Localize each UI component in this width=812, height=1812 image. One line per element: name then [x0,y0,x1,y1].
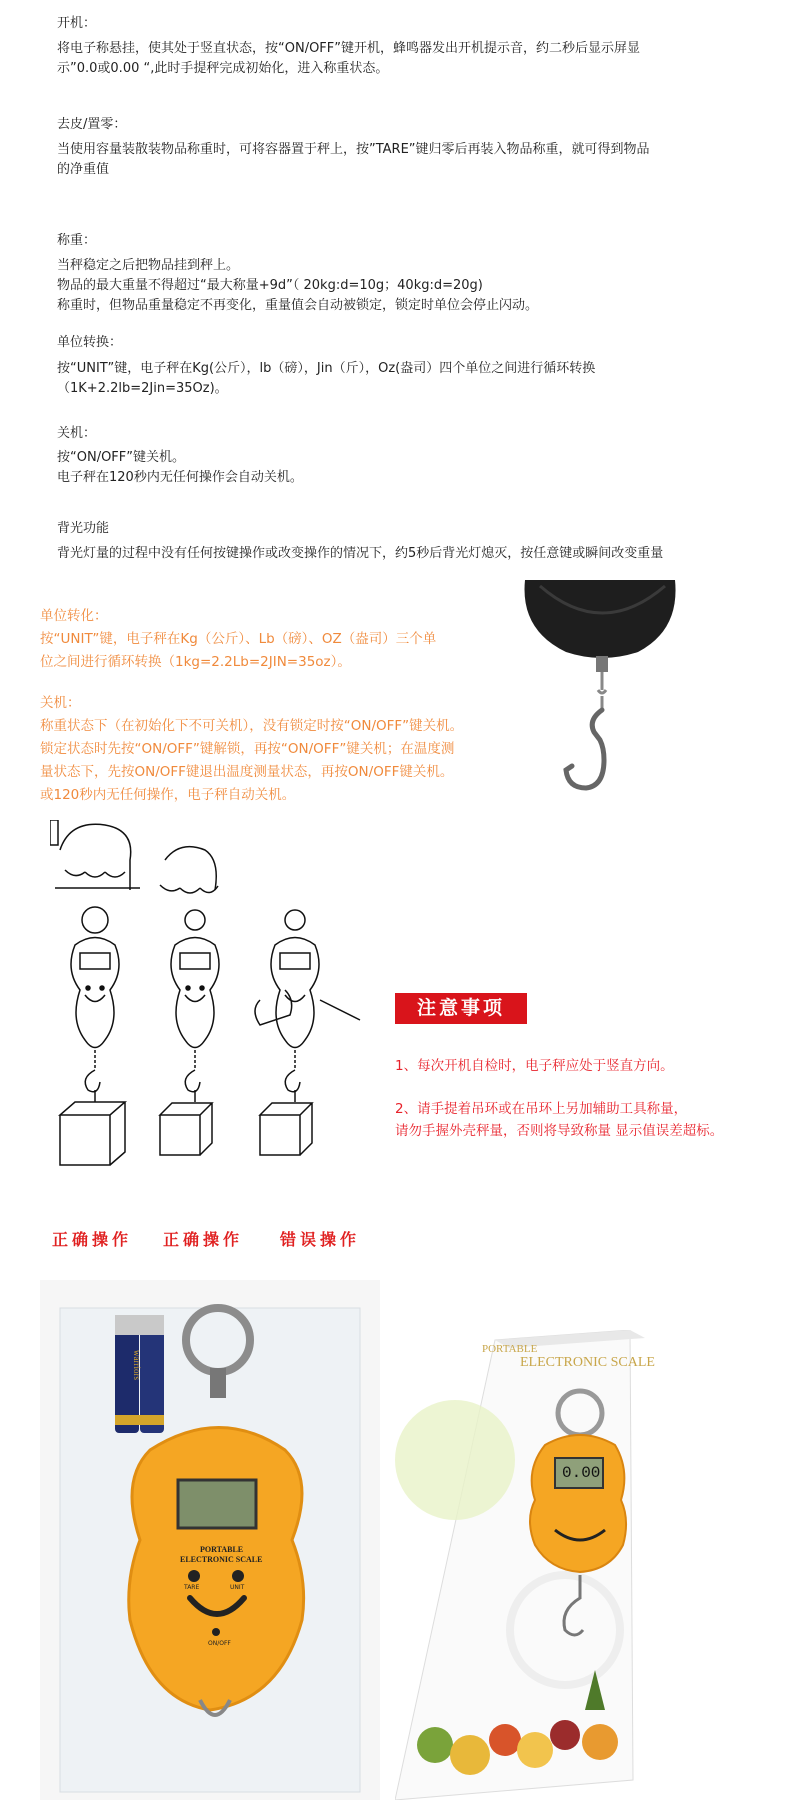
ring [82,907,108,933]
diagram-wrong [255,910,360,1155]
label-wrong: 错误操作 [280,1230,361,1249]
power-off-title: 关机： [57,426,97,441]
text-line: 2、请手提着吊环或在吊环上另加辅助工具称量， [395,1101,688,1117]
unit-text [57,359,595,399]
text-line: 按“ON/OFF”键关机。 [57,450,185,465]
tare-text [57,140,650,180]
orange-unit-note [40,605,436,674]
packaged-scale-photo [40,1280,380,1800]
diagram-correct-2 [160,847,219,1155]
label-correct-2: 正确操作 [163,1230,244,1249]
text-line: （1K+2.2lb=2Jin=35Oz)。 [57,381,228,396]
scale-outline [171,938,219,1048]
battery-brand: warriors [132,1350,142,1380]
box-title-electronic: ELECTRONIC SCALE [520,1355,655,1370]
box-display-value: 0.00 [562,1464,601,1482]
weighing-text [57,256,538,316]
tare-title: 去皮/置零： [57,117,127,132]
text-line: 的净重值 [57,162,110,177]
hand-outline [60,824,131,890]
box-weight [60,1102,125,1165]
box-weight [260,1103,312,1155]
chain-links [598,672,606,710]
scale-outline [271,938,319,1048]
boxed-scale-photo [395,1330,795,1800]
notice-item-2 [395,1098,723,1142]
note-title: 单位转化： [40,608,108,624]
onoff-button [212,1628,220,1636]
scale-hook-photo [520,580,685,800]
scale-outline [71,938,119,1048]
ring-mount [210,1368,226,1398]
tare-button [188,1570,200,1582]
text-line: 当使用容量装散装物品称重时，可将容器置于秤上，按”TARE”键归零后再装入物品称重，就可得到物品 [57,142,650,157]
scale-label-electronic: ELECTRONIC SCALE [180,1555,263,1564]
backlight-title: 背光功能 [57,521,110,536]
scale-label-portable: PORTABLE [200,1545,244,1554]
label-correct-1: 正确操作 [52,1230,133,1249]
text-line: 称重状态下（在初始化下不可关机），没有锁定时按“ON/OFF”键关机。 [40,718,464,734]
gripping-hand [255,990,360,1025]
lcd-display [178,1480,256,1528]
fingers [160,885,218,893]
unit-title: 单位转换： [57,335,123,350]
text-line: 按“UNIT”键，电子秤在Kg（公斤）、Lb（磅）、OZ（盎司）三个单 [40,631,437,647]
fingers [55,870,140,888]
ring [185,910,205,930]
hand-outline [165,847,216,890]
notice-banner: 注意事项 [395,993,527,1024]
text-line: 按“UNIT”键，电子秤在Kg(公斤），lb（磅），Jin（斤），Oz(盎司）四个单位之间进行循环转换 [57,361,596,376]
tare-label: TARE [184,1584,200,1591]
onoff-label: ON/OFF [208,1640,231,1647]
weighing-title: 称重： [57,233,97,248]
box-weight [160,1103,212,1155]
text-line: 锁定状态时先按“ON/OFF”键解锁，再按“ON/OFF”键关机；在温度测 [40,741,455,757]
ring [285,910,305,930]
text-line: 物品的最大重量不得超过“最大称量+9d”（ 20kg:d=10g；40kg:d=20g) [57,278,483,293]
display-window [80,953,110,969]
text-line: 量状态下，先按ON/OFF键退出温度测量状态，再按ON/OFF键关机。 [40,764,454,780]
hook [285,1070,300,1092]
decor-circle [395,1400,515,1520]
orange-off-note [40,692,463,807]
text-line: 电子秤在120秒内无任何操作会自动关机。 [57,470,303,485]
display-window [180,953,210,969]
hook [85,1070,100,1092]
notice-item-1: 1、每次开机自检时，电子秤应处于竖直方向。 [395,1058,674,1074]
display-window [280,953,310,969]
smile [85,995,105,1002]
text-line: 当秤稳定之后把物品挂到秤上。 [57,258,240,273]
text-line: 或120秒内无任何操作，电子秤自动关机。 [40,787,296,803]
power-off-text [57,448,303,488]
box-title-portable: PORTABLE [482,1343,538,1355]
note-title: 关机： [40,695,81,711]
text-line: 示”0.0或0.00 “,此时手提秤完成初始化，进入称重状态。 [57,61,389,76]
text-line: 将电子称悬挂，使其处于竖直状态，按“ON/OFF”键开机，蜂鸣器发出开机提示音，约二秒后显示屏显 [57,41,640,56]
unit-label: UNIT [230,1584,245,1591]
text-line: 位之间进行循环转换（1kg=2.2Lb=2JIN=35oz）。 [40,654,351,670]
scale-body [129,1428,304,1711]
power-on-title: 开机： [57,16,97,31]
hook-mount [596,656,608,672]
diagram-correct-1 [50,820,140,1165]
hook-icon [566,710,604,788]
unit-button [232,1570,244,1582]
power-on-text [57,39,640,79]
text-line: 请勿手握外壳秤量，否则将导致称量 显示值误差超标。 [395,1123,724,1139]
text-line: 背光灯量的过程中没有任何按键操作或改变操作的情况下，约5秒后背光灯熄灭，按任意键或瞬间改变重量 [57,546,664,561]
operation-diagrams [50,820,390,1220]
scale-body [530,1435,626,1572]
text-line: 称重时，但物品重量稳定不再变化，重量值会自动被锁定，锁定时单位会停止闪动。 [57,298,539,313]
backlight-text [57,544,663,564]
hook [185,1070,200,1092]
